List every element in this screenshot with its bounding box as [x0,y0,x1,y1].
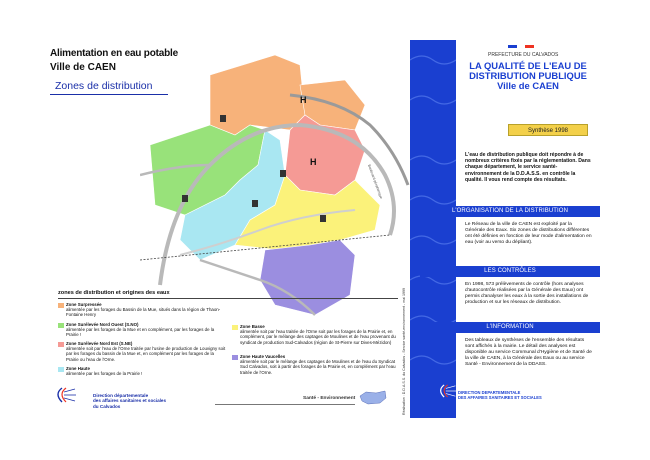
ddass-name-right: DIRECTION DEPARTEMENTALE DES AFFAIRES SANITAIRES ET SOCIALES [458,390,542,400]
legend-swatch [58,303,64,308]
hospital-marker-2: H [310,157,317,167]
reservoir-marker-west [182,195,188,202]
legend-title: zones de distribution et origines des eaux [58,290,170,296]
calvados-map-icon [358,388,388,406]
prefecture-label: PREFECTURE DU CALVADOS [488,52,559,58]
section-head-information: L'INFORMATION [420,322,600,333]
wave-pattern [410,40,456,418]
ddass-name: Direction départementale des affaires sanitaires et sociales du Calvados [93,393,167,409]
page-title-city: Ville de CAEN [50,62,116,73]
legend-item-haute: Zone Haute alimentée par les forages de la Prairie ! [66,366,226,376]
legend-swatch [232,325,238,330]
legend-swatch [58,367,64,372]
right-panel [410,40,600,418]
treatment-plant-marker [320,215,326,222]
legend-item-sne: Zone Surélevée Nord Est (S.NE) alimentée soit par l'eau de l'Orne traitée par l'usine de production de Louvigny soit par les forages du bassin de la Mue et, en complément par les forages de la Prairie ou l'eau de l'Orne. [66,341,226,362]
legend-item-sno: Zone Surélevée Nord Ouest (S.NO) alimentée par les forages de la Mue et en complément, par les forages de la Prairie ! [66,322,226,338]
map-subtitle: Zones de distribution [55,80,153,92]
sante-environnement-label: Santé - Environnement [303,396,356,401]
reservoir-marker-south [252,200,258,207]
page-title: Alimentation en eau potable [50,48,178,59]
vertical-credit: Réalisation : D.D.A.S.S. du Calvados - Service santé-environnement - mai 1999 [402,287,406,415]
intro-text: L'eau de distribution publique doit répondre à de nombreux critères fixés par la réglementation. Dans chaque département, le service santé-environnement de la D.D.A.S.S. en contrôle la qualité. Il vous rend compte des résultats. [465,152,591,183]
zone-haute-vaucelles [260,240,355,315]
blue-band [410,40,456,418]
legend-item-surpressee: Zone Surpressée alimentée par les forages du Bassin de la Mue, situés dans la région de Thaon-Fontaine Henry [66,302,226,318]
legend-swatch [232,355,238,360]
hospital-marker-1: H [300,95,307,105]
french-flag-icon [508,45,534,48]
brochure-title: LA QUALITÉ DE L'EAU DE DISTRIBUTION PUBLIQUE Ville de CAEN [469,60,587,91]
section-head-controles: LES CONTRÔLES [420,266,600,277]
legend-swatch [58,342,64,347]
reservoir-marker-center [280,170,286,177]
legend-swatch [58,323,64,328]
synthese-badge: Synthèse 1998 [508,124,588,136]
section-body-controles: En 1998, 573 prélèvements de contrôle (hors analyses d'autocontrôle réalisées par la Générale des Eaux) ont permis d'analyser les eaux à la sortie des installations de production et sur les réseaux de distribution. [465,282,589,305]
distribution-zones-map [140,55,410,320]
footer-rule [215,404,355,405]
reservoir-marker-north [220,115,226,122]
ddass-logo-icon-right [432,380,458,402]
legend-item-haute-vaucelles: Zone Haute Vaucelles alimentée soit par le mélange des captages de Moulines et de l'eau du Syndicat Sud Calvados, soit à partir des forages de la Prairie et, en complément par l'eau traitée de l'Orne. [240,354,400,375]
section-body-organisation: Le Réseau de la ville de CAEN est exploité par la Générale des Eaux. Six zones de distributions différentes ont été définies en fonction de leur mode d'alimentation en eau (voir au verso du dépliant). [465,222,592,245]
section-body-information: Des tableaux de synthèses de l'ensemble des résultats sont affichés à la mairie. Le détail des analyses est disponible au service Communal d'Hygiène et de Santé de la ville de CAEN, à la Générale des Eaux ou au service Santé - Environnement de la DDASS. [465,338,592,367]
ddass-logo-icon [48,384,78,406]
route-label: Boulevard périphérique [367,163,384,200]
section-head-organisation: L'ORGANISATION DE LA DISTRIBUTION [420,206,600,217]
legend-item-basse: Zone Basse alimentée soit par l'eau traitée de l'Orne soit par les forages de la Prairie et, en complément, par le mélange des captages de Moulines et de l'eau provenant du syndicat de production Sud-Calvados (région de St-Pierre sur Dives-Mézidon) [240,324,400,345]
legend-rule [58,298,398,299]
